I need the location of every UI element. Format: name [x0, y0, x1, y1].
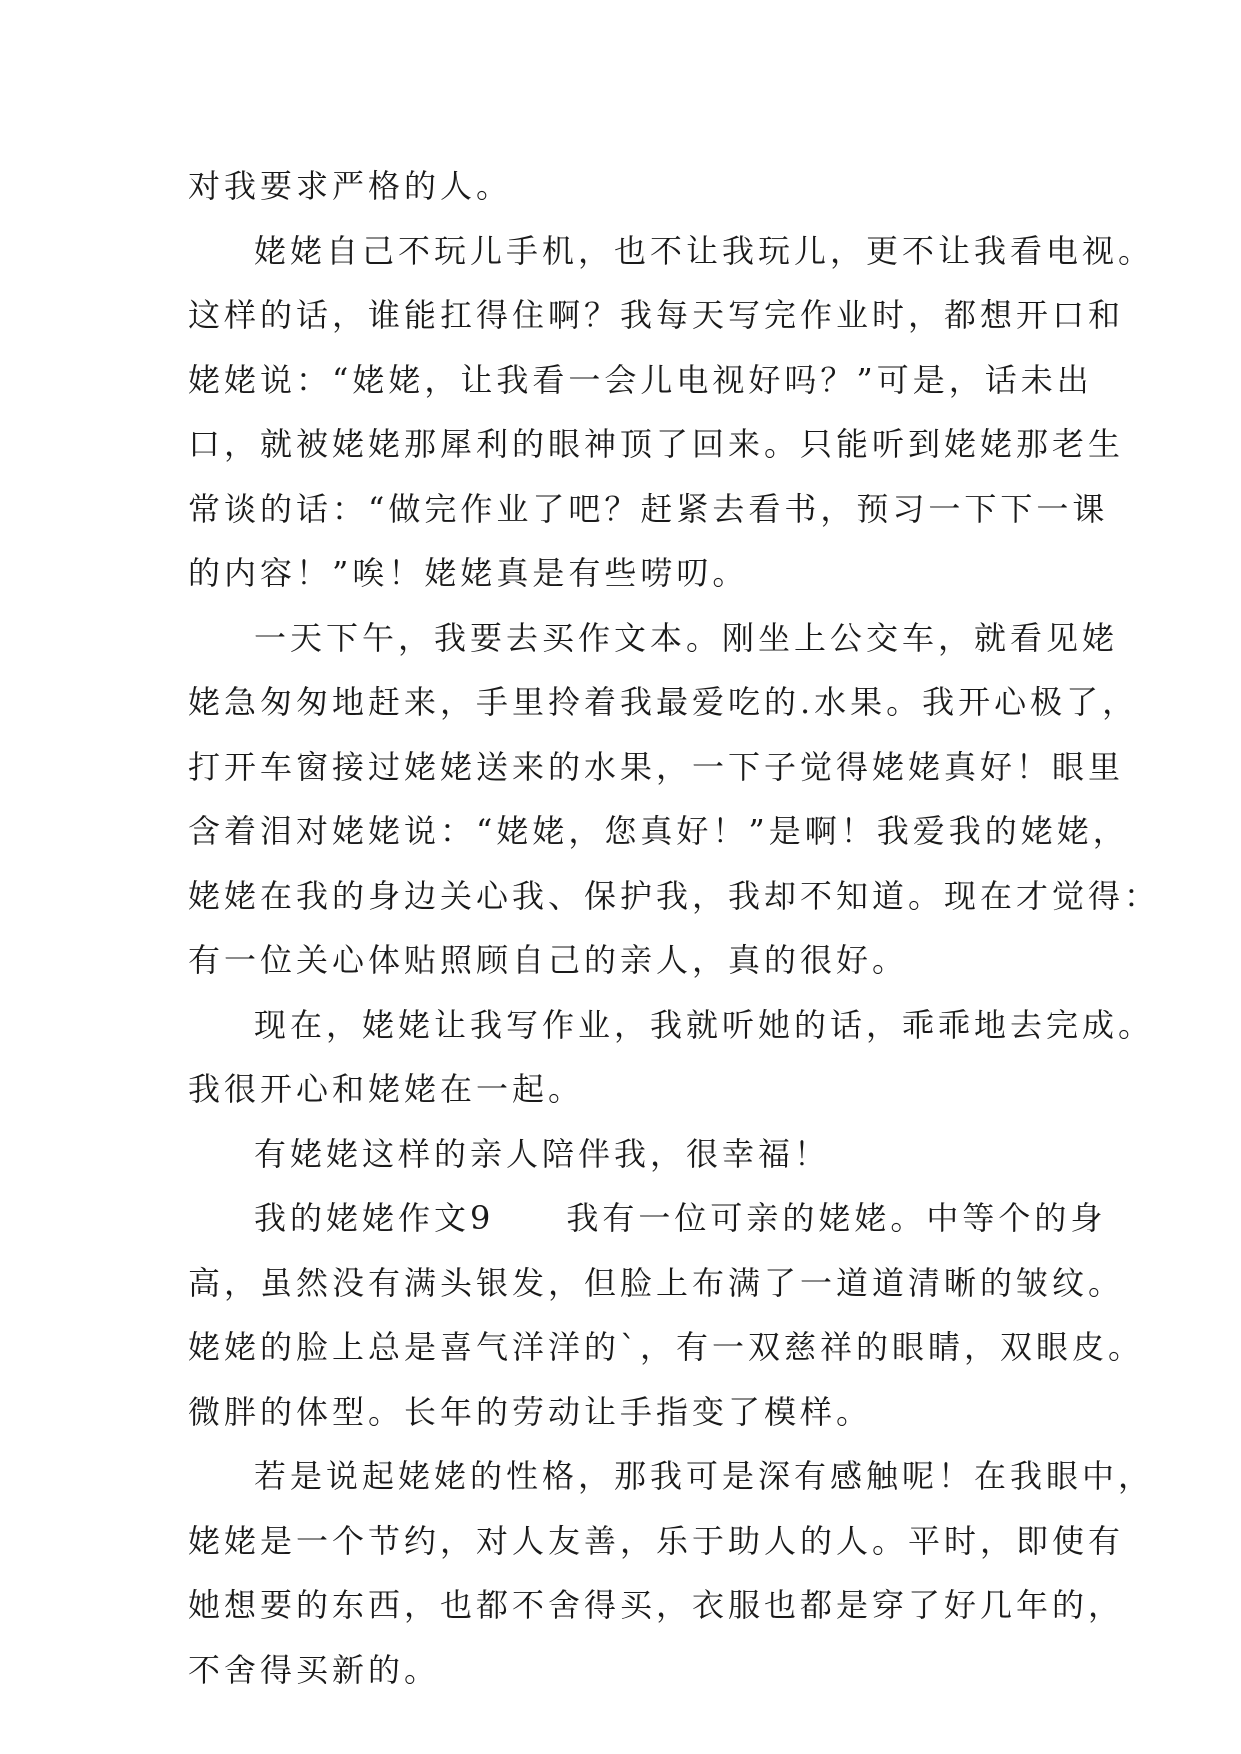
text-line: 姥姥说：“姥姥，让我看一会儿电视好吗？”可是，话未出	[188, 360, 1093, 399]
text-line: 有姥姥这样的亲人陪伴我，很幸福！	[254, 1134, 831, 1173]
text-line: 含着泪对姥姥说：“姥姥，您真好！”是啊！我爱我的姥姥，	[188, 812, 1129, 850]
text-line: 高，虽然没有满头银发，但脸上布满了一道道清晰的皱纹。	[188, 1263, 1125, 1302]
document-body	[188, 154, 1161, 1702]
text-line: 我很开心和姥姥在一起。	[188, 1070, 585, 1108]
text-line: 的内容！”唉！姥姥真是有些唠叨。	[188, 554, 749, 592]
text-line: 常谈的话：“做完作业了吧？赶紧去看书，预习一下下一课	[188, 489, 1109, 528]
text-line: 姥急匆匆地赶来，手里拎着我最爱吃的.水果。我开心极了，	[188, 683, 1139, 721]
text-line: 打开车窗接过姥姥送来的水果，一下子觉得姥姥真好！眼里	[188, 747, 1125, 786]
text-line: 对我要求严格的人。	[188, 167, 513, 205]
text-line: 姥姥是一个节约，对人友善，乐于助人的人。平时，即使有	[188, 1521, 1125, 1560]
text-line: 不舍得买新的。	[188, 1650, 441, 1689]
text-line: 姥姥的脸上总是喜气洋洋的`，有一双慈祥的眼睛，双眼皮。	[188, 1328, 1145, 1366]
text-line: 口，就被姥姥那犀利的眼神顶了回来。只能听到姥姥那老生	[188, 425, 1125, 463]
text-line: 我的姥姥作文9 我有一位可亲的姥姥。中等个的身	[254, 1199, 1107, 1237]
text-line: 若是说起姥姥的性格，那我可是深有感触呢！在我眼中，	[254, 1457, 1155, 1495]
text-line: 有一位关心体贴照顾自己的亲人，真的很好。	[188, 941, 909, 979]
text-line: 微胖的体型。长年的劳动让手指变了模样。	[188, 1392, 873, 1431]
text-line: 这样的话，谁能扛得住啊？我每天写完作业时，都想开口和	[188, 296, 1125, 334]
text-line: 一天下午，我要去买作文本。刚坐上公交车，就看见姥	[254, 618, 1119, 657]
text-line: 姥姥自己不玩儿手机，也不让我玩儿，更不让我看电视。	[254, 231, 1155, 270]
text-line: 现在，姥姥让我写作业，我就听她的话，乖乖地去完成。	[254, 1005, 1155, 1044]
text-line: 她想要的东西，也都不舍得买，衣服也都是穿了好几年的，	[188, 1586, 1125, 1624]
text-line: 姥姥在我的身边关心我、保护我，我却不知道。现在才觉得：	[188, 876, 1161, 915]
